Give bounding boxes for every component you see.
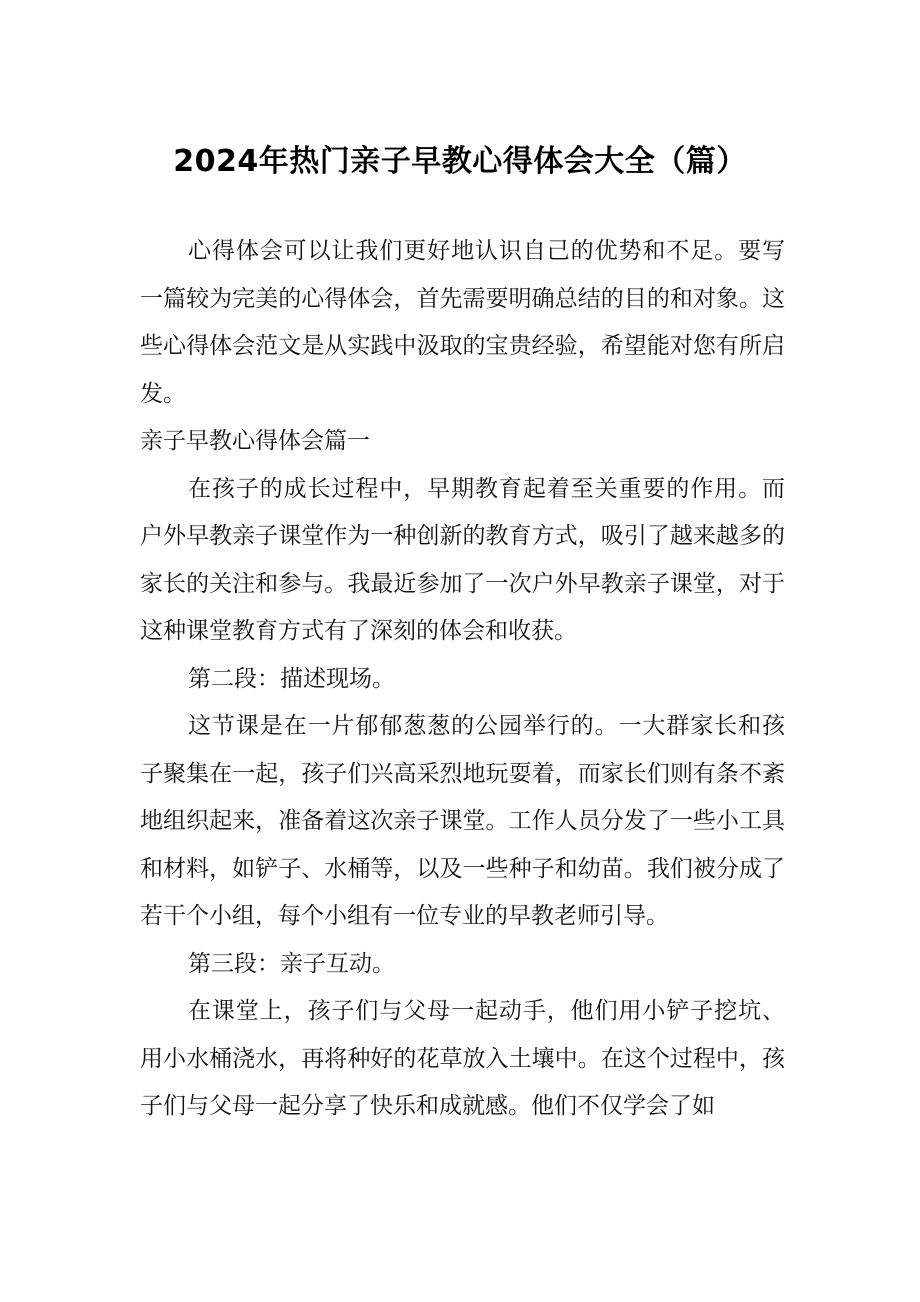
body-paragraph: 在孩子的成长过程中，早期教育起着至关重要的作用。而户外早教亲子课堂作为一种创新的教育方式，吸引了越来越多的家长的关注和参与。我最近参加了一次户外早教亲子课堂，对于这种课堂教育方式有了深刻的体会和收获。	[140, 475, 785, 644]
body-paragraph: 这节课是在一片郁郁葱葱的公园举行的。一大群家长和孩子聚集在一起，孩子们兴高采烈地玩耍着，而家长们则有条不紊地组织起来，准备着这次亲子课堂。工作人员分发了一些小工具和材料，如铲子、水桶等，以及一些种子和幼苗。我们被分成了若干个小组，每个小组有一位专业的早教老师引导。	[140, 713, 785, 929]
subsection-heading: 第三段：亲子互动。	[188, 950, 395, 977]
section-heading: 亲子早教心得体会篇一	[140, 428, 370, 454]
document-body	[140, 228, 785, 1131]
intro-paragraph: 心得体会可以让我们更好地认识自己的优势和不足。要写一篇较为完美的心得体会，首先需要明确总结的目的和对象。这些心得体会范文是从实践中汲取的宝贵经验，希望能对您有所启发。	[140, 238, 785, 407]
body-paragraph: 在课堂上，孩子们与父母一起动手，他们用小铲子挖坑、用小水桶浇水，再将种好的花草放入土壤中。在这个过程中，孩子们与父母一起分享了快乐和成就感。他们不仅学会了如	[140, 998, 785, 1119]
subsection-heading: 第二段：描述现场。	[188, 665, 395, 692]
document-title: 2024年热门亲子早教心得体会大全（篇）	[173, 144, 747, 179]
